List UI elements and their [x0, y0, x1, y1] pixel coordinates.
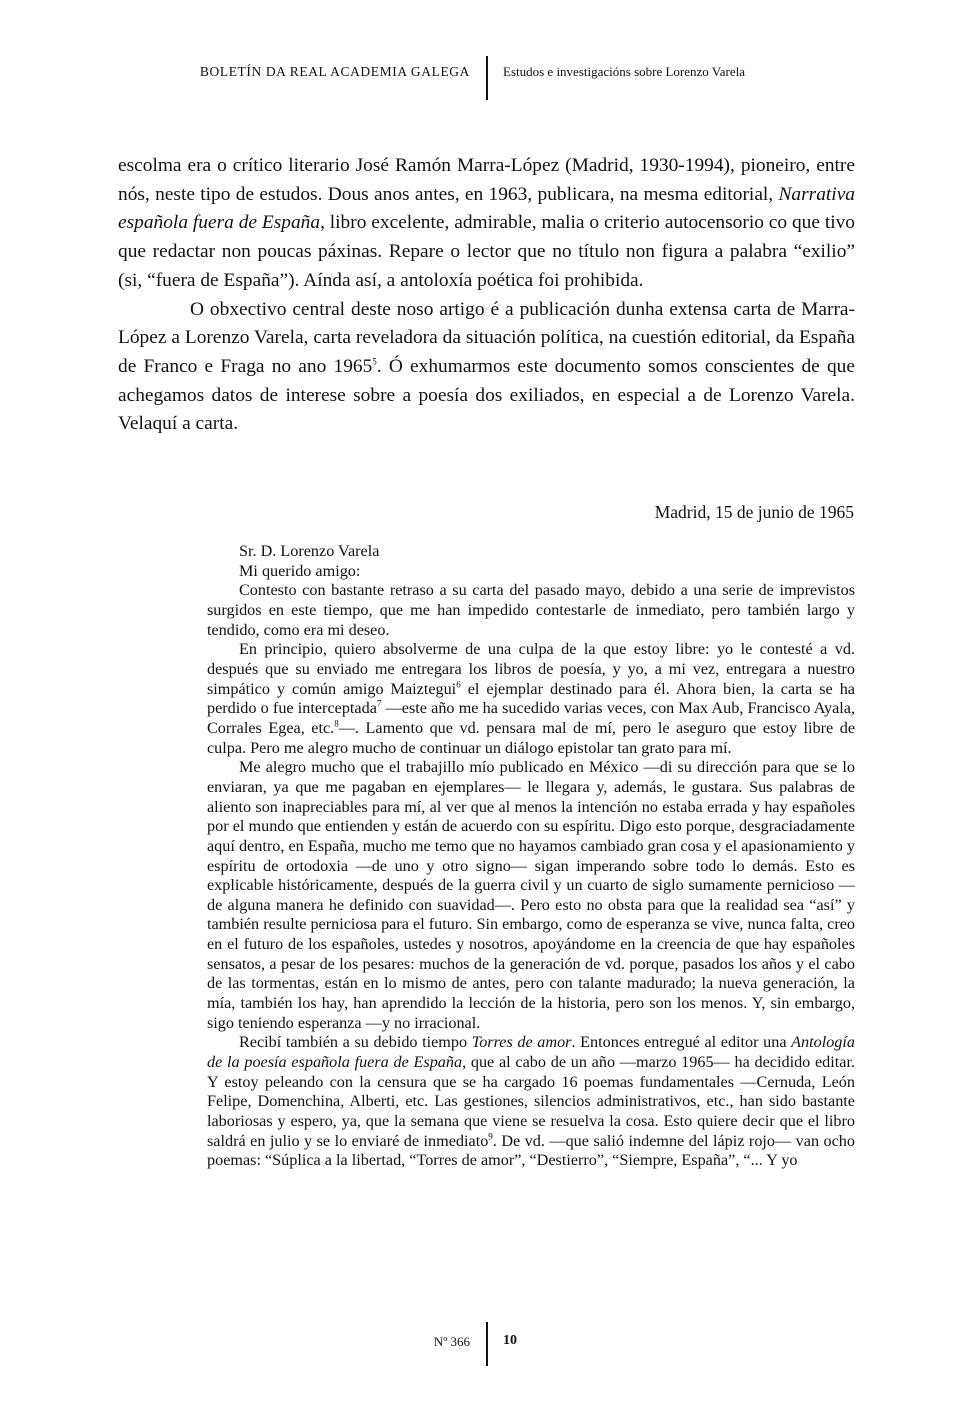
running-footer: [0, 1322, 975, 1366]
book-title: Torres de amor: [471, 1033, 572, 1052]
letter-dateline: Madrid, 15 de junio de 1965: [654, 502, 854, 522]
text: , libro excelente, admirable, malia o criterio autocensorio co que tivo que redactar non poucas páxinas. Repare o lector que no título non figura a palabra “exilio” (si, “fuera de España”). Aínda así, a antoloxía poética foi prohibida.: [118, 212, 856, 291]
text: En principio, quiero absolverme de una culpa de la que estoy libre: yo le contesté a vd. después que su enviado me entregara los libros de poesía, y yo, a mi vez, entregara a nuestro simpático y común amigo Maiztegui: [207, 640, 855, 698]
paragraph: Me alegro mucho que el trabajillo mío publicado en México —di su dirección para que se lo enviaran, ya que me pagaban en ejemplares— le llegara y, además, le gustara. Sus palabras de aliento son inapreciables para mí, al ver que al menos la intención no estaba errada y hay españoles por el mundo que entienden y están de acuerdo con su espíritu. Digo esto porque, desgraciadamente aquí dentro, en España, mucho me temo que no hayamos cambiado gran cosa y el apasionamiento y espíritu de ortodoxia —de uno y otro signo— sigan imperando sobre todo lo demás. Esto es explicable históricamente, después de la guerra civil y un cuarto de siglo sumamente pernicioso —de alguna manera he definido con suavidad—. Pero esto no obsta para que la realidad sea “así” y también resulte perniciosa para el futuro. Sin embargo, como de esperanza se vive, nunca falta, creo en el futuro de los españoles, ustedes y nosotros, apoyándome en la creencia de que hay españoles sensatos, a pesar de los pesares: muchos de la generación de vd. porque, pasados los años y el cabo de las tormentas, están en lo mismo de antes, pero con talante madurado; la nueva generación, la mía, también los hay, han aprendido la lección de la historia, pero son los menos. Y, sin embargo, sigo teniendo esperanza —y no irracional.: [207, 758, 855, 1032]
footnote-ref[interactable]: 9: [488, 1131, 493, 1142]
paragraph: [118, 152, 855, 296]
text: . Ó exhumarmos este documento somos conscientes de que achegamos datos de interese sobre a poesía dos exiliados, en especial a de Lorenzo Varela. Velaquí a carta.: [118, 355, 855, 435]
paragraph: Contesto con bastante retraso a su carta del pasado mayo, debido a una serie de imprevistos surgidos en este tiempo, que me han impedido contestarle de inmediato, pero también largo y tendido, como era mi deseo.: [207, 581, 855, 639]
book-title: Antología de la poesía española fuera de España: [207, 1033, 855, 1072]
paragraph: [118, 296, 855, 440]
footer-divider: [486, 1322, 488, 1366]
text: , que al cabo de un año —marzo 1965— ha decidido editar. Y estoy peleando con la censura que se ha cargado 16 poemas fundamentales —Cernuda, León Felipe, Domenchina, Alberti, etc. Las gestiones, silencios administrativos, etc., han sido bastante laboriosas y espero, ya, que la semana que viene se resuelva la cosa. Esto quiere decir que el libro saldrá en julio y se lo enviaré de inmediato: [207, 1053, 855, 1150]
page-number: 10: [503, 1333, 517, 1348]
book-title: Narrativa española fuera de España: [118, 183, 855, 234]
header-divider: [486, 56, 488, 100]
text: O obxectivo central deste noso artigo é a publicación dunha extensa carta de Marra-López a Lorenzo Varela, carta reveladora da situación política, na cuestión editorial, da España de Franco e Fraga no ano 1965: [118, 298, 855, 377]
paragraph: [207, 1033, 855, 1171]
section-title: Estudos e investigacións sobre Lorenzo Varela: [503, 64, 745, 79]
text: el ejemplar destinado para él. Ahora bien, la carta se ha perdido o fue interceptada: [207, 679, 855, 718]
text: . Entonces entregué al editor una: [571, 1033, 792, 1052]
footnote-ref[interactable]: 6: [456, 679, 461, 690]
salutation: Mi querido amigo:: [239, 561, 361, 580]
paragraph: [207, 640, 855, 758]
text: . De vd. —que salió indemne del lápiz rojo— van ocho poemas: “Súplica a la libertad, “Torres de amor”, “Destierro”, “Siempre, España”, “... Y yo: [207, 1131, 855, 1170]
text: escolma era o crítico literario José Ramón Marra-López (Madrid, 1930-1994), pioneiro, entre nós, neste tipo de estudos. Dous anos antes, en 1963, publicara, na mesma editorial,: [118, 155, 855, 205]
issue-number: Nº 366: [433, 1334, 470, 1349]
running-header: [0, 56, 975, 100]
text: Recibí también a su debido tiempo: [239, 1033, 472, 1052]
footnote-ref[interactable]: 8: [334, 718, 339, 729]
article-body: [118, 152, 855, 439]
addressee: Sr. D. Lorenzo Varela: [239, 542, 380, 560]
letter-body: [207, 542, 855, 1171]
journal-title: BOLETÍN DA REAL ACADEMIA GALEGA: [199, 64, 470, 79]
text: —este año me ha sucedido varias veces, con Max Aub, Francisco Ayala, Corrales Egea, etc.: [207, 699, 855, 737]
text: —. Lamento que vd. pensara mal de mí, pero le aseguro que estoy libre de culpa. Pero me alegro mucho de continuar un diálogo epistolar tan grato para mí.: [207, 718, 856, 757]
footnote-ref[interactable]: 5: [372, 356, 377, 367]
footnote-ref[interactable]: 7: [376, 698, 382, 709]
